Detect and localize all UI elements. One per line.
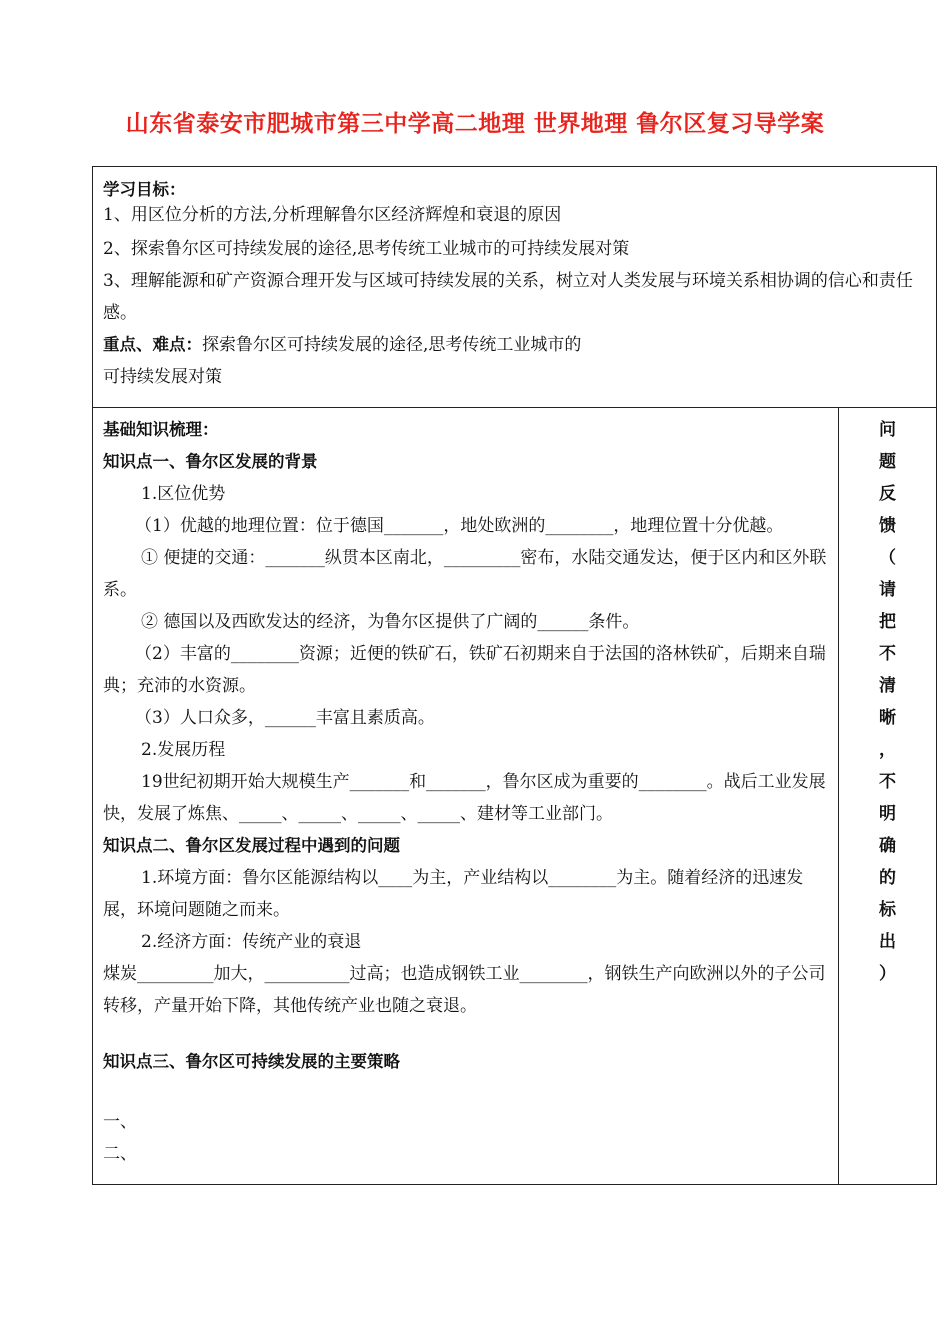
kp1-p3: ② 德国以及西欧发达的经济，为鲁尔区提供了广阔的______条件。	[141, 612, 640, 632]
kp3-title: 知识点三、鲁尔区可持续发展的主要策略	[103, 1052, 400, 1071]
side-char: 清	[879, 676, 896, 696]
side-char: 确	[879, 836, 896, 856]
kp1-p1: （1）优越的地理位置：位于德国_______，地处欧洲的________，地理位置十分优越。	[135, 516, 784, 536]
kp2-sub: 2.经济方面：传统产业的衰退	[141, 932, 362, 952]
side-char: 问	[879, 420, 896, 440]
kp1-p4: （2）丰富的________资源；近便的铁矿石，铁矿石初期来自于法国的洛林铁矿，后期来自瑞典；充沛的水资源。	[103, 644, 826, 696]
kp3-item-1: 一、	[103, 1112, 137, 1132]
kp2-title: 知识点二、鲁尔区发展过程中遇到的问题	[103, 836, 400, 855]
side-char: 馈	[879, 516, 896, 536]
side-char: 晰	[879, 708, 896, 728]
kp1-sub1: 1.区位优势	[141, 484, 226, 504]
kp2-p2: 煤炭_________加大，__________过高；也造成钢铁工业________，钢铁生产向欧洲以外的子公司转移，产量开始下降，其他传统产业也随之衰退。	[103, 964, 826, 1016]
worksheet-table	[92, 166, 937, 1185]
knowledge-heading: 基础知识梳理：	[103, 420, 219, 439]
goal-item-2: 2、探索鲁尔区可持续发展的途径,思考传统工业城市的可持续发展对策	[103, 239, 630, 259]
kp1-sub2: 2.发展历程	[141, 740, 226, 760]
kp1-title: 知识点一、鲁尔区发展的背景	[103, 452, 318, 471]
feedback-column	[839, 408, 937, 1185]
side-char: 不	[879, 772, 896, 792]
goals-heading: 学习目标：	[103, 180, 186, 199]
kp1-p6: 19世纪初期开始大规模生产_______和_______，鲁尔区成为重要的________。战后工业发展快，发展了炼焦、_____、_____、_____、_____、建材等工业部门。	[103, 772, 826, 824]
side-char: 不	[879, 644, 896, 664]
side-char: 题	[879, 452, 896, 472]
side-char: 出	[879, 932, 896, 952]
knowledge-section	[93, 408, 839, 1185]
side-char: ，	[879, 740, 896, 760]
side-char: 反	[879, 484, 896, 504]
kp3-item-2: 二、	[103, 1144, 137, 1164]
document-title: 山东省泰安市肥城市第三中学高二地理 世界地理 鲁尔区复习导学案	[125, 111, 825, 137]
key-points-label: 重点、难点：	[103, 335, 202, 354]
goal-item-1: 1、用区位分析的方法,分析理解鲁尔区经济辉煌和衰退的原因	[103, 205, 562, 225]
side-char: 请	[879, 580, 896, 600]
kp1-p2: ① 便捷的交通：_______纵贯本区南北，_________密布，水陆交通发达，便于区内和区外联系。	[103, 548, 827, 600]
side-char: （	[879, 548, 896, 568]
kp2-p1: 1.环境方面：鲁尔区能源结构以____为主，产业结构以________为主。随着经济的迅速发展，环境问题随之而来。	[103, 868, 804, 920]
side-char: 把	[879, 612, 896, 632]
kp1-p5: （3）人口众多，______丰富且素质高。	[135, 708, 435, 728]
side-char: 标	[879, 900, 896, 920]
side-char: ）	[879, 964, 896, 984]
key-points-text-2: 可持续发展对策	[103, 367, 222, 387]
goal-item-3: 3、理解能源和矿产资源合理开发与区域可持续发展的关系，树立对人类发展与环境关系相协调的信心和责任感。	[103, 271, 913, 323]
side-char: 明	[879, 804, 896, 824]
side-char: 的	[879, 868, 896, 888]
learning-goals-section	[93, 167, 937, 408]
key-points-text: 探索鲁尔区可持续发展的途径,思考传统工业城市的	[202, 335, 582, 355]
